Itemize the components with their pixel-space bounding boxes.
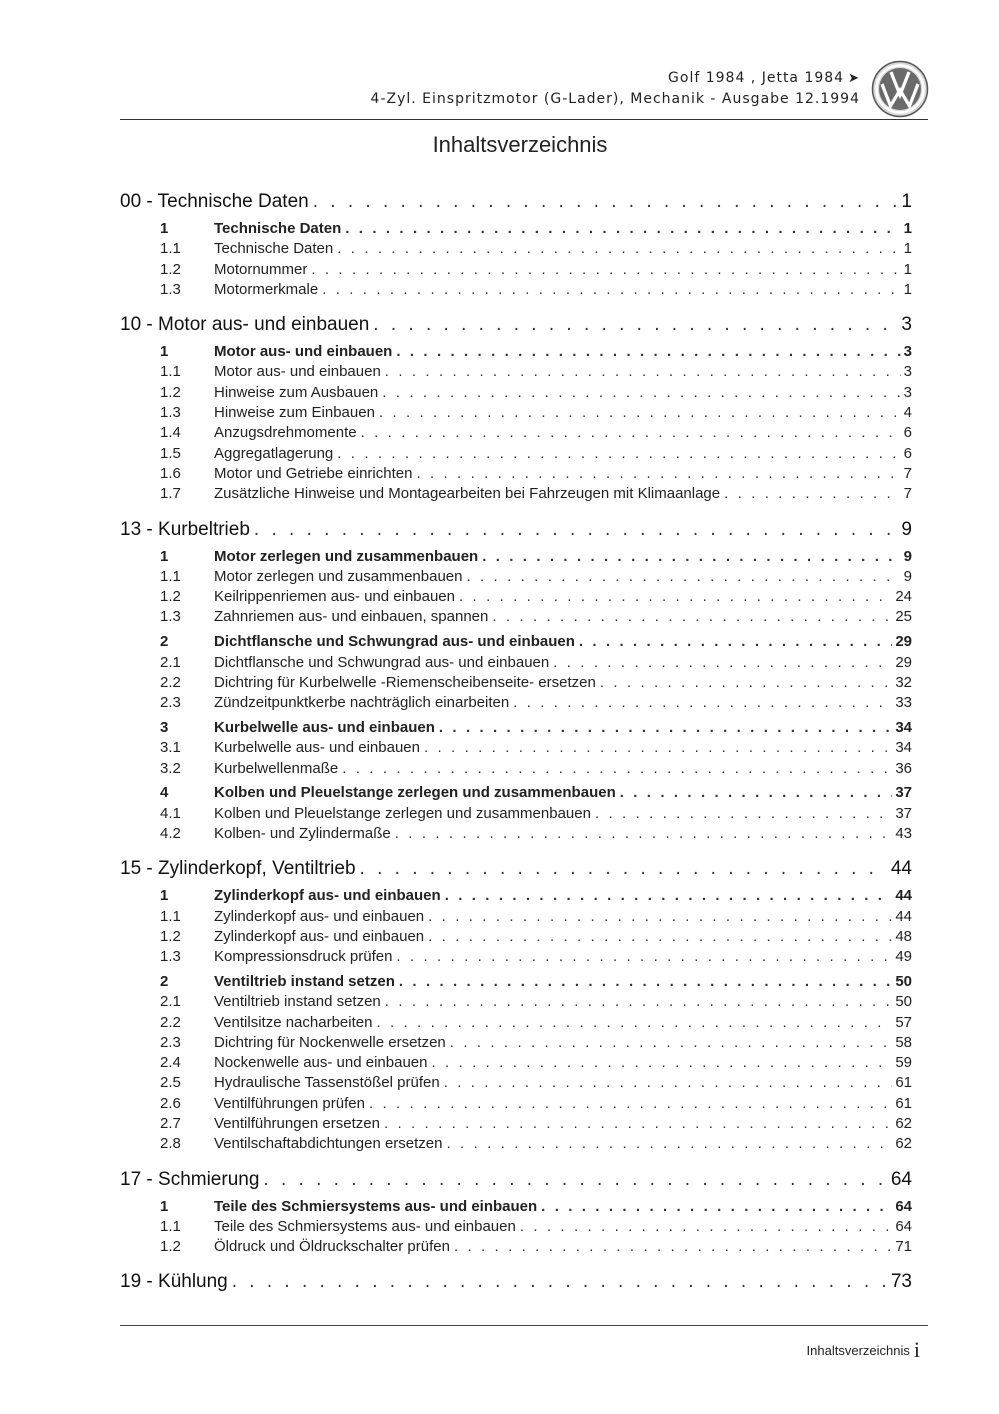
toc-chapter[interactable] bbox=[120, 313, 912, 337]
entry-title: Aggregatlagerung bbox=[214, 444, 334, 462]
dot-leader bbox=[342, 759, 892, 779]
entry-page: 3 bbox=[903, 343, 912, 361]
dot-leader bbox=[337, 444, 900, 464]
dot-leader bbox=[337, 239, 900, 259]
entry-number: 2.6 bbox=[160, 1094, 181, 1112]
entry-title: Zylinderkopf aus- und einbauen bbox=[214, 887, 441, 905]
toc-section[interactable] bbox=[120, 783, 912, 803]
entry-number: 1.1 bbox=[160, 907, 181, 925]
toc-subsection[interactable] bbox=[120, 607, 912, 627]
toc-subsection[interactable] bbox=[120, 907, 912, 927]
dot-leader bbox=[600, 673, 892, 693]
dot-leader bbox=[416, 464, 900, 484]
entry-title: Motor und Getriebe einrichten bbox=[214, 464, 413, 482]
dot-leader bbox=[396, 342, 900, 362]
entry-title: Ventilsitze nacharbeiten bbox=[214, 1013, 373, 1031]
dot-leader bbox=[345, 219, 900, 239]
entry-page: 71 bbox=[895, 1238, 912, 1256]
dot-leader bbox=[513, 693, 892, 713]
arrow-right-icon: ➤ bbox=[848, 71, 860, 86]
entry-title: Dichtring für Nockenwelle ersetzen bbox=[214, 1033, 446, 1051]
toc-section[interactable] bbox=[120, 219, 912, 239]
dot-leader bbox=[579, 632, 892, 652]
entry-page: 44 bbox=[895, 907, 912, 925]
entry-number: 1.3 bbox=[160, 948, 181, 966]
entry-page: 1 bbox=[903, 280, 912, 298]
entry-number: 2.2 bbox=[160, 673, 181, 691]
chapter-page: 9 bbox=[901, 518, 912, 540]
entry-title: Zusätzliche Hinweise und Montagearbeiten bei Fahrzeugen mit Klimaanlage bbox=[214, 485, 721, 503]
dot-leader bbox=[482, 547, 900, 567]
entry-title: Kurbelwellenmaße bbox=[214, 759, 339, 777]
toc-section[interactable] bbox=[120, 718, 912, 738]
entry-page: 33 bbox=[895, 694, 912, 712]
entry-title: Dichtflansche und Schwungrad aus- und einbauen bbox=[214, 633, 575, 651]
entry-number: 1.1 bbox=[160, 1217, 181, 1235]
entry-number: 2.2 bbox=[160, 1013, 181, 1031]
entry-title: Technische Daten bbox=[214, 240, 334, 258]
entry-page: 62 bbox=[895, 1135, 912, 1153]
toc-subsection[interactable] bbox=[120, 947, 912, 967]
dot-leader bbox=[428, 907, 892, 927]
entry-title: Hinweise zum Ausbauen bbox=[214, 383, 379, 401]
entry-page: 48 bbox=[895, 927, 912, 945]
entry-page: 43 bbox=[895, 824, 912, 842]
toc-subsection[interactable] bbox=[120, 484, 912, 504]
toc-subsection[interactable] bbox=[120, 383, 912, 403]
entry-title: Zylinderkopf aus- und einbauen bbox=[214, 907, 425, 925]
entry-title: Motor zerlegen und zusammenbauen bbox=[214, 547, 479, 565]
entry-page: 62 bbox=[895, 1114, 912, 1132]
toc-subsection[interactable] bbox=[120, 804, 912, 824]
entry-title: Kompressionsdruck prüfen bbox=[214, 948, 393, 966]
toc-subsection[interactable] bbox=[120, 1134, 912, 1154]
chapter-title: 19 - Kühlung bbox=[120, 1271, 228, 1293]
toc-subsection[interactable] bbox=[120, 444, 912, 464]
dot-leader bbox=[454, 1237, 892, 1257]
entry-number: 1.4 bbox=[160, 424, 181, 442]
entry-number: 2.8 bbox=[160, 1135, 181, 1153]
toc-subsection[interactable] bbox=[120, 653, 912, 673]
toc-subsection[interactable] bbox=[120, 1033, 912, 1053]
entry-page: 3 bbox=[903, 363, 912, 381]
dot-leader bbox=[232, 1270, 888, 1294]
entry-title: Motor aus- und einbauen bbox=[214, 363, 381, 381]
entry-title: Ventiltrieb instand setzen bbox=[214, 993, 381, 1011]
entry-number: 1.2 bbox=[160, 383, 181, 401]
chapter-title: 00 - Technische Daten bbox=[120, 191, 309, 212]
entry-page: 1 bbox=[903, 240, 912, 258]
chapter-title: 15 - Zylinderkopf, Ventiltrieb bbox=[120, 858, 356, 880]
dot-leader bbox=[385, 362, 901, 382]
dot-leader bbox=[382, 383, 900, 403]
entry-number: 3 bbox=[160, 718, 169, 736]
toc-subsection[interactable] bbox=[120, 1217, 912, 1237]
entry-page: 6 bbox=[903, 444, 912, 462]
entry-number: 1 bbox=[160, 220, 169, 237]
entry-number: 1.1 bbox=[160, 363, 181, 381]
entry-title: Nockenwelle aus- und einbauen bbox=[214, 1054, 428, 1072]
entry-number: 2.3 bbox=[160, 1033, 181, 1051]
chapter-page: 64 bbox=[890, 1168, 912, 1190]
toc-section[interactable] bbox=[120, 547, 912, 567]
entry-page: 50 bbox=[895, 993, 912, 1011]
dot-leader bbox=[431, 1053, 892, 1073]
vw-logo-icon bbox=[871, 60, 929, 118]
entry-title: Öldruck und Öldruckschalter prüfen bbox=[214, 1238, 450, 1256]
dot-leader bbox=[313, 190, 899, 214]
entry-number: 4.1 bbox=[160, 804, 181, 822]
entry-page: 37 bbox=[895, 804, 912, 822]
header-vehicle-text: Golf 1984 , Jetta 1984 bbox=[668, 70, 845, 86]
entry-page: 6 bbox=[903, 424, 912, 442]
entry-page: 29 bbox=[895, 653, 912, 671]
page-footer bbox=[600, 1337, 920, 1363]
entry-number: 2.1 bbox=[160, 993, 181, 1011]
entry-page: 29 bbox=[895, 633, 912, 651]
dot-leader bbox=[450, 1033, 893, 1053]
page-title: Inhaltsverzeichnis bbox=[432, 132, 608, 157]
header-manual-line: 4-Zyl. Einspritzmotor (G-Lader), Mechanik - Ausgabe 12.1994 bbox=[370, 91, 860, 107]
entry-page: 7 bbox=[903, 485, 912, 503]
entry-title: Motormerkmale bbox=[214, 280, 319, 298]
chapter-page: 3 bbox=[901, 314, 912, 336]
entry-title: Keilrippenriemen aus- und einbauen bbox=[214, 588, 455, 606]
toc-subsection[interactable] bbox=[120, 693, 912, 713]
dot-leader bbox=[373, 313, 898, 337]
header-rule bbox=[120, 119, 928, 120]
entry-title: Technische Daten bbox=[214, 220, 342, 237]
entry-number: 2.4 bbox=[160, 1054, 181, 1072]
entry-page: 25 bbox=[895, 608, 912, 626]
dot-leader bbox=[520, 1217, 892, 1237]
footer-rule bbox=[120, 1325, 928, 1326]
footer-page-number: i bbox=[913, 1337, 920, 1362]
toc-subsection[interactable] bbox=[120, 362, 912, 382]
dot-leader bbox=[541, 1197, 892, 1217]
table-of-contents bbox=[120, 190, 912, 1294]
toc-section[interactable] bbox=[120, 342, 912, 362]
entry-number: 2.5 bbox=[160, 1074, 181, 1092]
chapter-page: 1 bbox=[901, 191, 912, 212]
toc-chapter[interactable] bbox=[120, 1168, 912, 1192]
entry-page: 59 bbox=[895, 1054, 912, 1072]
entry-number: 1.1 bbox=[160, 240, 181, 258]
entry-page: 4 bbox=[903, 404, 912, 422]
entry-number: 1 bbox=[160, 547, 169, 565]
entry-page: 34 bbox=[895, 739, 912, 757]
entry-title: Ventilschaftabdichtungen ersetzen bbox=[214, 1135, 443, 1153]
dot-leader bbox=[466, 567, 900, 587]
dot-leader bbox=[369, 1094, 892, 1114]
entry-page: 36 bbox=[895, 759, 912, 777]
entry-page: 61 bbox=[895, 1094, 912, 1112]
dot-leader bbox=[396, 947, 892, 967]
dot-leader bbox=[322, 280, 900, 300]
document-header bbox=[120, 68, 860, 109]
entry-number: 1 bbox=[160, 1197, 169, 1215]
entry-number: 2 bbox=[160, 972, 169, 990]
dot-leader bbox=[361, 423, 901, 443]
toc-chapter[interactable] bbox=[120, 857, 912, 881]
entry-title: Ventilführungen prüfen bbox=[214, 1094, 365, 1112]
entry-title: Ventilführungen ersetzen bbox=[214, 1114, 380, 1132]
entry-page: 64 bbox=[895, 1197, 912, 1215]
entry-title: Kolben und Pleuelstange zerlegen und zusammenbauen bbox=[214, 784, 616, 802]
entry-number: 1.2 bbox=[160, 927, 181, 945]
entry-title: Motor aus- und einbauen bbox=[214, 343, 393, 361]
header-vehicle-line bbox=[120, 68, 860, 89]
toc-subsection[interactable] bbox=[120, 673, 912, 693]
entry-number: 1.1 bbox=[160, 567, 181, 585]
entry-page: 24 bbox=[895, 588, 912, 606]
entry-number: 1.2 bbox=[160, 1238, 181, 1256]
dot-leader bbox=[311, 260, 900, 280]
entry-page: 57 bbox=[895, 1013, 912, 1031]
entry-number: 1 bbox=[160, 887, 169, 905]
entry-title: Hydraulische Tassenstößel prüfen bbox=[214, 1074, 440, 1092]
toc-chapter[interactable] bbox=[120, 518, 912, 542]
dot-leader bbox=[459, 587, 892, 607]
dot-leader bbox=[439, 718, 892, 738]
toc-subsection[interactable] bbox=[120, 1237, 912, 1257]
dot-leader bbox=[492, 607, 892, 627]
entry-number: 1.5 bbox=[160, 444, 181, 462]
entry-title: Zylinderkopf aus- und einbauen bbox=[214, 927, 425, 945]
toc-section[interactable] bbox=[120, 886, 912, 906]
toc-chapter[interactable] bbox=[120, 1270, 912, 1294]
toc-subsection[interactable] bbox=[120, 567, 912, 587]
toc-subsection[interactable] bbox=[120, 824, 912, 844]
toc-subsection[interactable] bbox=[120, 1053, 912, 1073]
entry-number: 1.3 bbox=[160, 608, 181, 626]
entry-number: 1.2 bbox=[160, 588, 181, 606]
toc-section[interactable] bbox=[120, 632, 912, 652]
toc-chapter[interactable] bbox=[120, 190, 912, 214]
entry-page: 34 bbox=[895, 718, 912, 736]
entry-page: 32 bbox=[895, 673, 912, 691]
toc-section[interactable] bbox=[120, 1197, 912, 1217]
entry-page: 9 bbox=[903, 547, 912, 565]
toc-subsection[interactable] bbox=[120, 587, 912, 607]
dot-leader bbox=[399, 972, 892, 992]
entry-title: Teile des Schmiersystems aus- und einbauen bbox=[214, 1217, 516, 1235]
dot-leader bbox=[254, 518, 899, 542]
entry-page: 50 bbox=[895, 972, 912, 990]
entry-title: Dichtflansche und Schwungrad aus- und einbauen bbox=[214, 653, 550, 671]
entry-number: 2.1 bbox=[160, 653, 181, 671]
toc-subsection[interactable] bbox=[120, 260, 912, 280]
dot-leader bbox=[424, 738, 892, 758]
dot-leader bbox=[379, 403, 901, 423]
entry-title: Zündzeitpunktkerbe nachträglich einarbeiten bbox=[214, 694, 510, 712]
entry-number: 3.2 bbox=[160, 759, 181, 777]
entry-title: Ventiltrieb instand setzen bbox=[214, 972, 395, 990]
entry-title: Kurbelwelle aus- und einbauen bbox=[214, 739, 420, 757]
entry-number: 1.3 bbox=[160, 404, 181, 422]
chapter-title: 13 - Kurbeltrieb bbox=[120, 518, 250, 540]
toc-subsection[interactable] bbox=[120, 1114, 912, 1134]
toc-subsection[interactable] bbox=[120, 927, 912, 947]
chapter-page: 44 bbox=[890, 858, 912, 880]
entry-page: 1 bbox=[903, 220, 912, 237]
entry-number: 2 bbox=[160, 633, 169, 651]
toc-subsection[interactable] bbox=[120, 759, 912, 779]
toc-subsection[interactable] bbox=[120, 423, 912, 443]
dot-leader bbox=[376, 1013, 892, 1033]
entry-number: 3.1 bbox=[160, 739, 181, 757]
entry-title: Zahnriemen aus- und einbauen, spannen bbox=[214, 608, 489, 626]
dot-leader bbox=[553, 653, 892, 673]
dot-leader bbox=[263, 1168, 887, 1192]
entry-number: 1.7 bbox=[160, 485, 181, 503]
entry-number: 1.6 bbox=[160, 464, 181, 482]
entry-number: 4 bbox=[160, 784, 169, 802]
entry-page: 37 bbox=[895, 784, 912, 802]
toc-subsection[interactable] bbox=[120, 280, 912, 300]
dot-leader bbox=[384, 1114, 892, 1134]
entry-title: Anzugsdrehmomente bbox=[214, 424, 357, 442]
toc-section[interactable] bbox=[120, 972, 912, 992]
toc-subsection[interactable] bbox=[120, 738, 912, 758]
chapter-title: 17 - Schmierung bbox=[120, 1168, 260, 1190]
toc-subsection[interactable] bbox=[120, 464, 912, 484]
footer-label: Inhaltsverzeichnis bbox=[806, 1343, 910, 1358]
toc-subsection[interactable] bbox=[120, 1013, 912, 1033]
entry-number: 2.7 bbox=[160, 1114, 181, 1132]
dot-leader bbox=[724, 484, 901, 504]
dot-leader bbox=[360, 857, 888, 881]
entry-number: 4.2 bbox=[160, 824, 181, 842]
entry-number: 1 bbox=[160, 343, 169, 361]
entry-page: 7 bbox=[903, 464, 912, 482]
chapter-title: 10 - Motor aus- und einbauen bbox=[120, 314, 370, 336]
dot-leader bbox=[428, 927, 892, 947]
chapter-page: 73 bbox=[890, 1271, 912, 1293]
dot-leader bbox=[447, 1134, 893, 1154]
entry-number: 1.2 bbox=[160, 260, 181, 278]
entry-title: Motor zerlegen und zusammenbauen bbox=[214, 567, 463, 585]
entry-page: 64 bbox=[895, 1217, 912, 1235]
entry-page: 1 bbox=[903, 260, 912, 278]
entry-title: Hinweise zum Einbauen bbox=[214, 404, 375, 422]
entry-title: Kurbelwelle aus- und einbauen bbox=[214, 718, 435, 736]
dot-leader bbox=[595, 804, 892, 824]
dot-leader bbox=[445, 886, 893, 906]
entry-title: Kolben- und Zylindermaße bbox=[214, 824, 391, 842]
entry-number: 2.3 bbox=[160, 694, 181, 712]
entry-title: Teile des Schmiersystems aus- und einbauen bbox=[214, 1197, 538, 1215]
dot-leader bbox=[395, 824, 893, 844]
toc-subsection[interactable] bbox=[120, 992, 912, 1012]
entry-title: Motornummer bbox=[214, 260, 308, 278]
dot-leader bbox=[385, 992, 893, 1012]
entry-page: 58 bbox=[895, 1033, 912, 1051]
entry-number: 1.3 bbox=[160, 280, 181, 298]
toc-subsection[interactable] bbox=[120, 403, 912, 423]
dot-leader bbox=[620, 783, 893, 803]
entry-title: Dichtring für Kurbelwelle -Riemenscheibenseite- ersetzen bbox=[214, 673, 596, 691]
toc-subsection[interactable] bbox=[120, 1073, 912, 1093]
entry-page: 61 bbox=[895, 1074, 912, 1092]
toc-subsection[interactable] bbox=[120, 1094, 912, 1114]
entry-page: 49 bbox=[895, 948, 912, 966]
dot-leader bbox=[444, 1073, 893, 1093]
entry-page: 3 bbox=[903, 383, 912, 401]
entry-title: Kolben und Pleuelstange zerlegen und zusammenbauen bbox=[214, 804, 591, 822]
toc-subsection[interactable] bbox=[120, 239, 912, 259]
entry-page: 9 bbox=[903, 567, 912, 585]
entry-page: 44 bbox=[895, 887, 912, 905]
